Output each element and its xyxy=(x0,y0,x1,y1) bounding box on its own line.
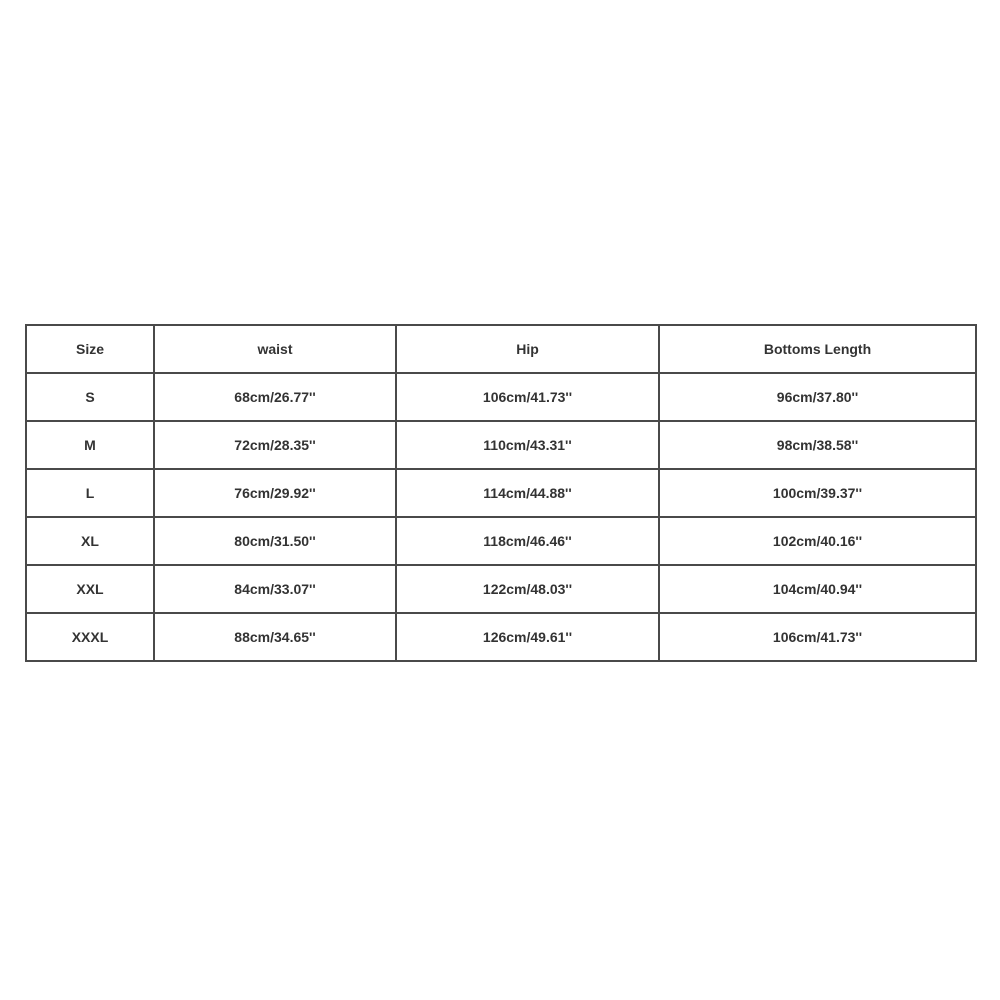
table-row xyxy=(26,421,976,469)
cell-hip: 106cm/41.73'' xyxy=(396,373,659,421)
cell-waist: 72cm/28.35'' xyxy=(154,421,396,469)
size-chart-header xyxy=(26,325,976,373)
cell-bottoms-length: 98cm/38.58'' xyxy=(659,421,976,469)
cell-hip: 114cm/44.88'' xyxy=(396,469,659,517)
table-row xyxy=(26,469,976,517)
header-hip: Hip xyxy=(396,325,659,373)
cell-size: XXL xyxy=(26,565,154,613)
cell-bottoms-length: 102cm/40.16'' xyxy=(659,517,976,565)
cell-waist: 68cm/26.77'' xyxy=(154,373,396,421)
cell-bottoms-length: 96cm/37.80'' xyxy=(659,373,976,421)
cell-bottoms-length: 104cm/40.94'' xyxy=(659,565,976,613)
header-bottoms-length: Bottoms Length xyxy=(659,325,976,373)
cell-hip: 122cm/48.03'' xyxy=(396,565,659,613)
cell-waist: 80cm/31.50'' xyxy=(154,517,396,565)
cell-size: XL xyxy=(26,517,154,565)
cell-hip: 118cm/46.46'' xyxy=(396,517,659,565)
header-size: Size xyxy=(26,325,154,373)
cell-size: L xyxy=(26,469,154,517)
table-row xyxy=(26,613,976,661)
table-row xyxy=(26,373,976,421)
size-chart-table xyxy=(25,324,977,662)
size-chart-body xyxy=(26,373,976,661)
cell-bottoms-length: 106cm/41.73'' xyxy=(659,613,976,661)
cell-size: M xyxy=(26,421,154,469)
header-waist: waist xyxy=(154,325,396,373)
cell-size: S xyxy=(26,373,154,421)
cell-waist: 76cm/29.92'' xyxy=(154,469,396,517)
cell-waist: 84cm/33.07'' xyxy=(154,565,396,613)
cell-size: XXXL xyxy=(26,613,154,661)
table-row xyxy=(26,565,976,613)
cell-hip: 126cm/49.61'' xyxy=(396,613,659,661)
header-row xyxy=(26,325,976,373)
cell-hip: 110cm/43.31'' xyxy=(396,421,659,469)
cell-bottoms-length: 100cm/39.37'' xyxy=(659,469,976,517)
cell-waist: 88cm/34.65'' xyxy=(154,613,396,661)
table-row xyxy=(26,517,976,565)
